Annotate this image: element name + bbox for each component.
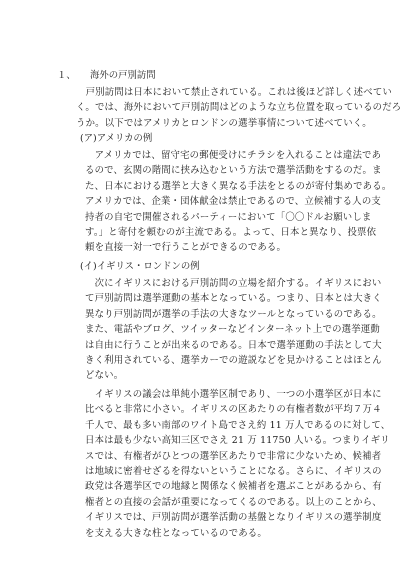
- intro-paragraph: [76, 85, 402, 131]
- text-line: アメリカでは、留守宅の郵便受けにチラシを入れることは違法であ: [85, 150, 382, 161]
- text-line: きく利用されている、選挙カーでの遊説などを見かけることはほとん: [85, 355, 382, 367]
- text-line: 持者の自宅で開催されるパーティーにおいて「〇〇ドルお願いしま: [85, 211, 372, 223]
- text-line: どない。: [85, 370, 124, 382]
- text-line: 権者との直接の会話が重要になってくるのである。以上のことから、: [85, 496, 382, 508]
- text-line: また、電話やブログ、ツイッターなどインターネット上での選挙運動: [85, 324, 380, 336]
- uk-paragraph-2: [85, 387, 391, 541]
- section-title: 海外の戸別訪問: [90, 70, 156, 81]
- text-line: うか。以下ではアメリカとロンドンの選挙事情について述べていく。: [76, 117, 372, 129]
- text-line: イギリスでは、戸別訪問が選挙活動の基盤となりイギリスの選挙制度: [85, 512, 382, 524]
- text-line: は自由に行うことが出来るのである。日本で選挙運動の手法として大: [85, 339, 382, 351]
- text-line: 日本は最も少ない高知三区でさえ 21 万 11750 人いる。つまりイギリ: [85, 435, 390, 447]
- text-line: 比べると非常に小さい。イギリスの区あたりの有権者数が平均７万４: [85, 404, 382, 416]
- text-line: 頼を直接一対一で行うことができるのである。: [85, 242, 287, 254]
- text-line: た、日本における選挙と大きく異なる手法をとるのが寄付集めである。: [85, 180, 392, 192]
- text-line: 異なり戸別訪問が選挙の手法の大きなツールとなっているのである。: [85, 308, 382, 320]
- text-line: 政党は各選挙区での地縁と関係なく候補者を選ぶことがあるから、有: [85, 481, 382, 493]
- text-line: く。では、海外において戸別訪問はどのような立ち位置を取っているのだろ: [76, 102, 402, 114]
- text-line: イギリスの議会は単純小選挙区制であり、一つの小選挙区が日本に: [85, 389, 382, 400]
- text-line: 次にイギリスにおける戸別訪問の立場を紹介する。イギリスにおい: [85, 278, 382, 289]
- america-heading: (ア)アメリカの例: [80, 133, 153, 144]
- uk-paragraph-1: [85, 276, 382, 384]
- section-heading: [57, 69, 156, 82]
- text-line: は地域に密着せざるを得ないということになる。さらに、イギリスの: [85, 466, 382, 478]
- text-line: て戸別訪問は選挙運動の基本となっている。つまり、日本とは大きく: [85, 293, 382, 305]
- text-line: す。」と寄付を頼むのが主流である。よって、日本と異なり、投票依: [85, 227, 377, 239]
- text-line: アメリカでは、企業・団体献金は禁止であるので、立候補する人の支: [85, 196, 381, 208]
- text-line: スでは、有権者がひとつの選挙区あたりで非常に少ないため、候補者: [85, 450, 382, 462]
- america-paragraph: [85, 148, 392, 256]
- text-line: を支える大きな柱となっているのである。: [85, 527, 267, 539]
- section-number: １、: [57, 70, 76, 81]
- text-line: 千人で、最も多い南部のワイト島でさえ約 11 万人であるのに対して、: [85, 419, 391, 431]
- text-line: 戸別訪問は日本において禁止されている。これは後ほど詳しく述べてい: [76, 87, 392, 98]
- uk-heading: (イ)イギリス・ロンドンの例: [80, 261, 200, 272]
- text-line: るので、玄関の階間に挟み込むという方法で選挙活動をするのだ。ま: [85, 165, 382, 177]
